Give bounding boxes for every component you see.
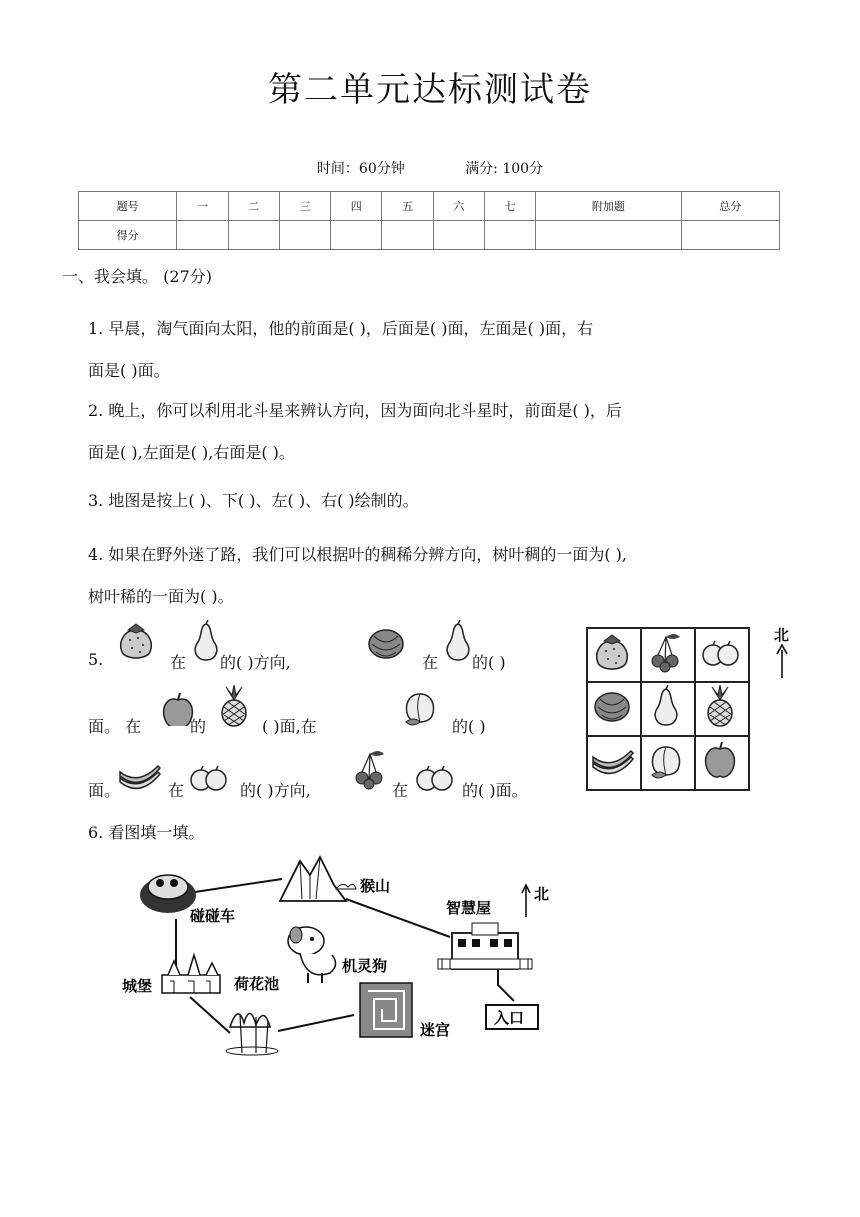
question-2: [88, 390, 803, 474]
path-line: [498, 967, 514, 1001]
strawberry-icon: [592, 631, 636, 675]
pineapple-icon: [700, 685, 744, 729]
apple-icon: [158, 690, 194, 726]
score-input-cell[interactable]: [681, 221, 779, 250]
score-input-cell[interactable]: [177, 221, 228, 250]
dog-icon: [288, 927, 336, 983]
q5-text-mian: 面。 在: [88, 717, 142, 736]
q5-text-blank-2: 的( ): [472, 653, 506, 672]
smart-house-icon: [438, 923, 532, 969]
oranges-icon: [414, 756, 458, 796]
q5-text-zai-2: 在: [422, 653, 439, 672]
castle-label: 城堡: [122, 977, 153, 995]
question-4-line-1: 4. 如果在野外迷了路，我们可以根据叶的稠稀分辨方向，树叶稠的一面为( ),: [88, 545, 628, 564]
score-input-cell[interactable]: [279, 221, 330, 250]
header-cell: 总分: [681, 192, 779, 221]
peach-icon: [400, 686, 440, 726]
header-cell: 六: [433, 192, 484, 221]
q5-text-paren: ( )面,在: [262, 717, 317, 736]
header-cell: 题号: [79, 192, 177, 221]
maze-icon: [360, 983, 412, 1037]
score-input-cell[interactable]: [382, 221, 433, 250]
question-2-line-1: 2. 晚上，你可以利用北斗星来辨认方向，因为面向北斗星时，前面是( )，后: [88, 401, 622, 420]
bumper-car-label: 碰碰车: [190, 907, 236, 925]
watermelon-icon: [366, 622, 406, 662]
oranges-icon: [700, 631, 744, 675]
header-cell: 四: [331, 192, 382, 221]
map-north-label: 北: [534, 885, 550, 903]
score-label-cell: 得分: [79, 221, 177, 250]
smart-house-label: 智慧屋: [446, 899, 492, 917]
question-4-line-2: 树叶稀的一面为( )。: [88, 587, 234, 606]
north-label: 北: [774, 626, 790, 644]
maze-label: 迷宫: [420, 1021, 451, 1039]
castle-icon: [162, 955, 220, 993]
score-table-header-row: [79, 192, 780, 221]
question-2-line-2: 面是( ),左面是( ),右面是( )。: [88, 443, 295, 462]
score-input-cell[interactable]: [331, 221, 382, 250]
header-cell: 三: [279, 192, 330, 221]
header-cell: 二: [228, 192, 279, 221]
full-score: 满分: 100分: [465, 161, 544, 177]
q5-text-blank-3: 的( ): [452, 717, 486, 736]
oranges-icon: [188, 756, 232, 796]
q5-text-zai: 在: [170, 653, 187, 672]
apple-icon: [700, 739, 744, 783]
grid-cell: [695, 736, 749, 790]
score-table-score-row: [79, 221, 780, 250]
exam-meta: [0, 158, 860, 178]
q5-text-de: 的: [190, 717, 207, 736]
question-1-line-2: 面是( )面。: [88, 361, 170, 380]
fruit-grid: [586, 627, 750, 791]
park-map: [110, 855, 570, 1070]
score-input-cell[interactable]: [228, 221, 279, 250]
score-input-cell[interactable]: [484, 221, 535, 250]
grid-cell: [641, 682, 695, 736]
grid-cell: [695, 682, 749, 736]
q5-text-blank-5: 的( )面。: [462, 781, 528, 800]
question-3: 3. 地图是按上( )、下( )、左( )、右( )绘制的。: [88, 491, 419, 510]
time-limit: 时间：60分钟: [316, 161, 405, 177]
question-1: [88, 308, 803, 392]
q5-text-mian-2: 面。: [88, 781, 121, 800]
grid-cell: [695, 628, 749, 682]
q5-text-direction-1: 的( )方向,: [220, 653, 291, 672]
banana-icon: [118, 754, 164, 798]
watermelon-icon: [592, 685, 636, 729]
grid-cell: [587, 736, 641, 790]
banana-icon: [591, 739, 637, 783]
score-input-cell[interactable]: [433, 221, 484, 250]
header-cell: 七: [484, 192, 535, 221]
header-cell: 一: [177, 192, 228, 221]
pear-icon: [646, 685, 690, 729]
entrance-label: 入口: [494, 1009, 525, 1027]
grid-cell: [587, 682, 641, 736]
page-title: 第二单元达标测试卷: [268, 70, 592, 110]
strawberry-icon: [116, 620, 160, 664]
north-arrow-icon: [776, 644, 788, 678]
pineapple-icon: [214, 685, 254, 731]
q5-number: 5.: [88, 650, 104, 669]
question-4: [88, 534, 803, 618]
lotus-icon: [226, 1013, 278, 1055]
question-1-line-1: 1. 早晨，淘气面向太阳，他的前面是( )，后面是( )面，左面是( )面，右: [88, 319, 594, 338]
peach-icon: [646, 739, 690, 783]
mountain-label: 猴山: [360, 877, 391, 895]
question-6: 6. 看图填一填。: [88, 823, 205, 842]
header-cell: 附加题: [536, 192, 681, 221]
score-table: [78, 191, 780, 250]
path-line: [190, 997, 230, 1033]
map-north-arrow-icon: [522, 885, 530, 917]
grid-cell: [641, 628, 695, 682]
path-line: [188, 879, 282, 893]
path-line: [346, 899, 450, 937]
score-input-cell[interactable]: [536, 221, 681, 250]
cherry-icon: [350, 748, 390, 794]
path-line: [278, 1015, 354, 1031]
bumper-car-icon: [140, 875, 196, 913]
grid-cell: [641, 736, 695, 790]
q5-text-zai-3: 在: [168, 781, 185, 800]
section-heading: 一、我会填。 (27分): [62, 267, 212, 286]
cherry-icon: [646, 631, 690, 675]
q5-text-zai-4: 在: [392, 781, 409, 800]
dog-label: 机灵狗: [342, 957, 388, 975]
header-cell: 五: [382, 192, 433, 221]
mountain-icon: [280, 857, 356, 901]
grid-cell: [587, 628, 641, 682]
q5-text-direction-4: 的( )方向,: [240, 781, 311, 800]
pond-label: 荷花池: [234, 975, 280, 993]
